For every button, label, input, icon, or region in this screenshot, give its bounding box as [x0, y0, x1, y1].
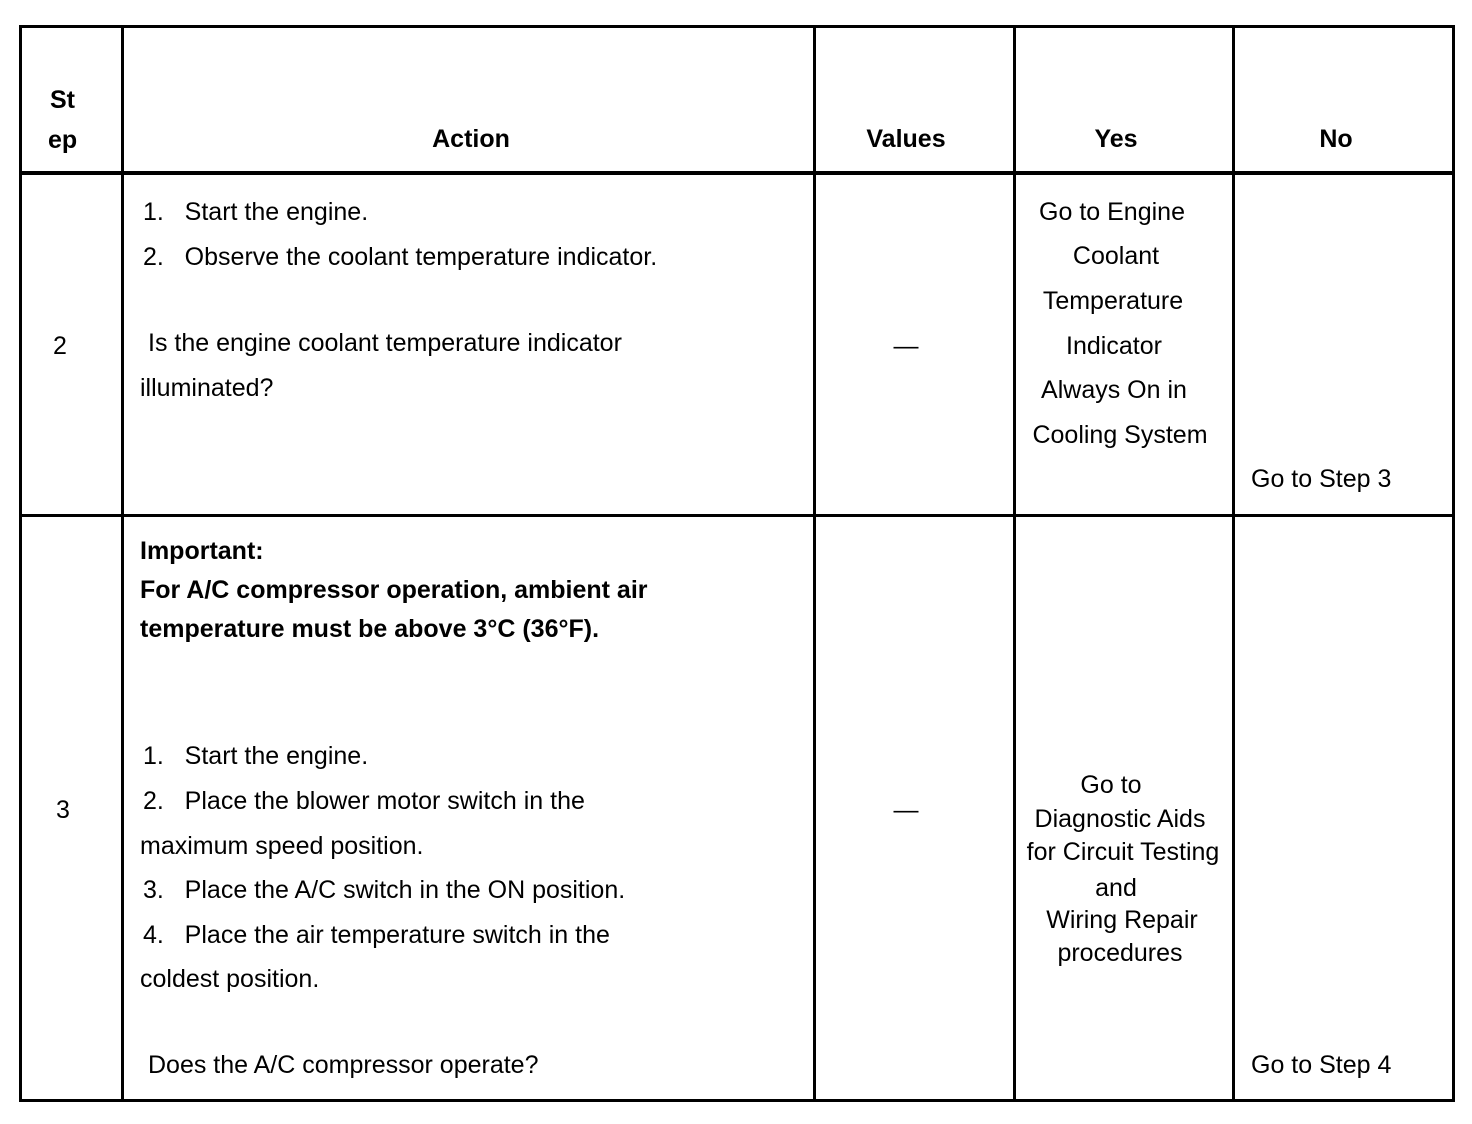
- action-item: 1. Start the engine.: [143, 742, 369, 770]
- column-divider-step: [121, 25, 124, 1102]
- table-border-top: [19, 25, 1455, 28]
- yes-cell-line: and: [1095, 874, 1137, 902]
- step-number: 3: [56, 796, 70, 824]
- yes-cell-line: Wiring Repair: [1046, 906, 1198, 934]
- action-item: coldest position.: [140, 965, 320, 993]
- action-item: 3. Place the A/C switch in the ON position.: [143, 876, 626, 904]
- yes-cell-line: Always On in: [1041, 376, 1187, 404]
- yes-cell-line: Go to Engine: [1039, 198, 1185, 226]
- action-question: Is the engine coolant temperature indicator: [148, 329, 622, 357]
- action-question: illuminated?: [140, 374, 274, 402]
- yes-cell-line: Go to: [1080, 771, 1142, 799]
- column-divider-values: [1013, 25, 1016, 1102]
- action-item: 4. Place the air temperature switch in the: [143, 921, 610, 949]
- action-item: 2. Observe the coolant temperature indicator.: [143, 243, 658, 271]
- yes-cell-line: procedures: [1057, 939, 1183, 967]
- header-action: Action: [432, 125, 510, 153]
- yes-cell-line: Temperature: [1042, 287, 1184, 315]
- table-border-left: [19, 25, 22, 1102]
- header-step-line1: St: [50, 86, 75, 114]
- action-item: 1. Start the engine.: [143, 198, 369, 226]
- yes-cell-line: Coolant: [1072, 242, 1160, 270]
- value-cell: —: [893, 796, 919, 824]
- header-step-line2: ep: [48, 126, 78, 154]
- important-label: Important:: [140, 537, 264, 565]
- value-cell: —: [893, 332, 919, 360]
- action-item: maximum speed position.: [140, 832, 424, 860]
- table-border-right: [1452, 25, 1455, 1102]
- table-border-bottom: [19, 1099, 1455, 1102]
- important-note: temperature must be above 3°C (36°F).: [140, 615, 600, 643]
- yes-cell-line: Diagnostic Aids: [1034, 805, 1206, 833]
- no-cell: Go to Step 4: [1251, 1051, 1392, 1079]
- header-yes: Yes: [1094, 125, 1138, 153]
- yes-cell-line: for Circuit Testing: [1026, 838, 1220, 866]
- action-question: Does the A/C compressor operate?: [148, 1051, 539, 1079]
- yes-cell-line: Indicator: [1066, 332, 1162, 360]
- step-number: 2: [53, 332, 67, 360]
- action-item: 2. Place the blower motor switch in the: [143, 787, 585, 815]
- column-divider-yes: [1232, 25, 1235, 1102]
- no-cell: Go to Step 3: [1251, 465, 1392, 493]
- header-divider: [19, 171, 1455, 175]
- column-divider-action: [813, 25, 816, 1102]
- yes-cell-line: Cooling System: [1032, 421, 1208, 449]
- important-note: For A/C compressor operation, ambient air: [140, 576, 648, 604]
- header-values: Values: [866, 125, 946, 153]
- header-no: No: [1319, 125, 1353, 153]
- row-divider: [19, 514, 1455, 517]
